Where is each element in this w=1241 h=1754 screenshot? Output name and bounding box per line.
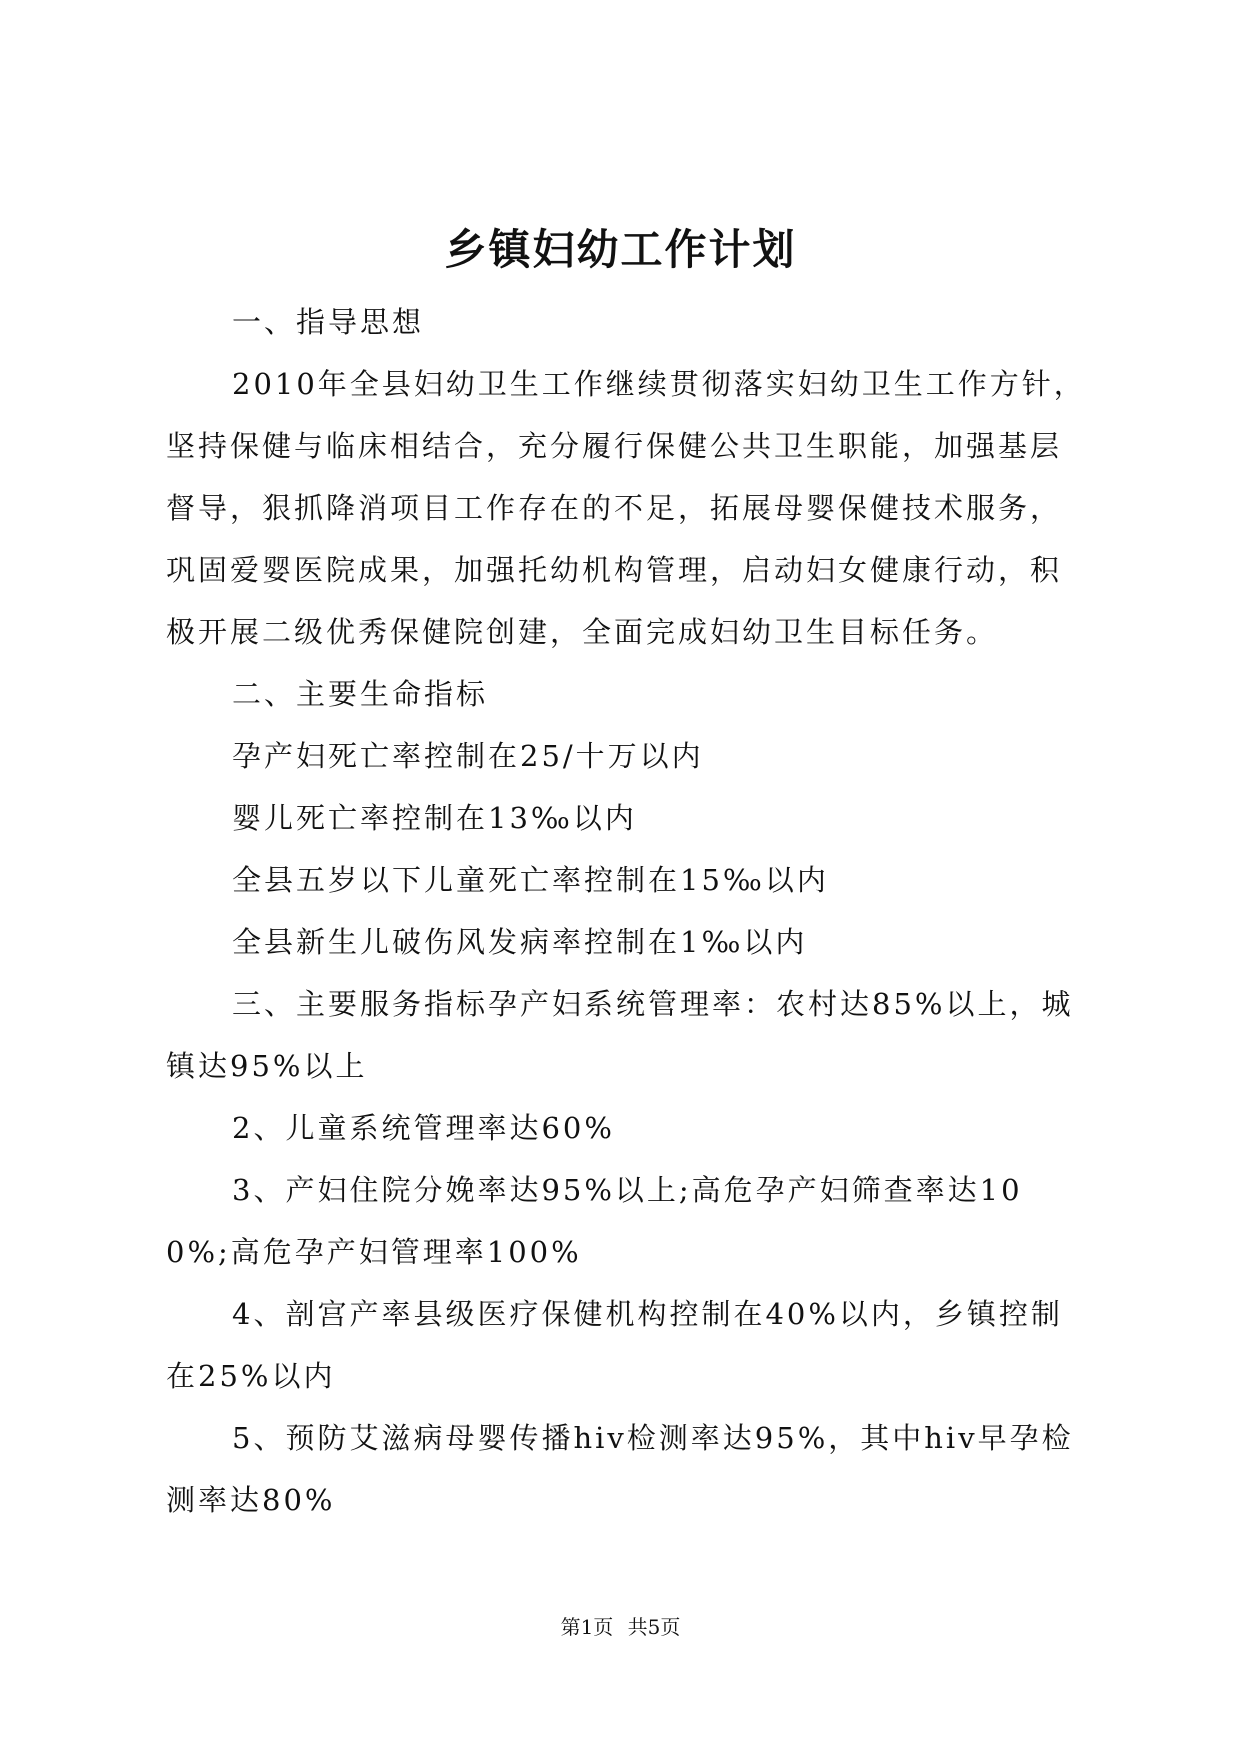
indicator-neonatal-tetanus: 全县新生儿破伤风发病率控制在1‰以内	[232, 925, 808, 959]
section-heading-vital-indicators: 二、主要生命指标	[232, 677, 489, 711]
section-heading-guiding-thought: 一、指导思想	[232, 305, 425, 339]
page-number: 第1页	[560, 1615, 614, 1639]
service-indicator-3: 3、产妇住院分娩率达95%以上;高危孕产妇筛查率达100%;高危孕产妇管理率100%	[166, 1173, 1023, 1269]
document-body	[166, 291, 1086, 1531]
page-total: 共5页	[627, 1615, 681, 1639]
section-heading-service-indicators: 三、主要服务指标孕产妇系统管理率：农村达85%以上，城镇达95%以上	[166, 987, 1074, 1083]
document-title: 乡镇妇幼工作计划	[444, 225, 797, 274]
service-indicator-5: 5、预防艾滋病母婴传播hiv检测率达95%，其中hiv早孕检测率达80%	[166, 1421, 1074, 1517]
indicator-infant-mortality: 婴儿死亡率控制在13‰以内	[232, 801, 637, 835]
service-indicator-4: 4、剖宫产率县级医疗保健机构控制在40%以内，乡镇控制在25%以内	[166, 1297, 1063, 1393]
service-indicator-2: 2、儿童系统管理率达60%	[232, 1111, 615, 1145]
indicator-under-five-mortality: 全县五岁以下儿童死亡率控制在15‰以内	[232, 863, 829, 897]
paragraph-guiding-thought: 2010年全县妇幼卫生工作继续贯彻落实妇幼卫生工作方针，坚持保健与临床相结合，充分履行保健公共卫生职能，加强基层督导，狠抓降消项目工作存在的不足，拓展母婴保健技术服务，巩固爱婴医院成果，加强托幼机构管理，启动妇女健康行动，积极开展二级优秀保健院创建，全面完成妇幼卫生目标任务。	[166, 367, 1086, 649]
page-footer	[0, 1613, 1241, 1641]
indicator-maternal-mortality: 孕产妇死亡率控制在25/十万以内	[232, 739, 704, 773]
